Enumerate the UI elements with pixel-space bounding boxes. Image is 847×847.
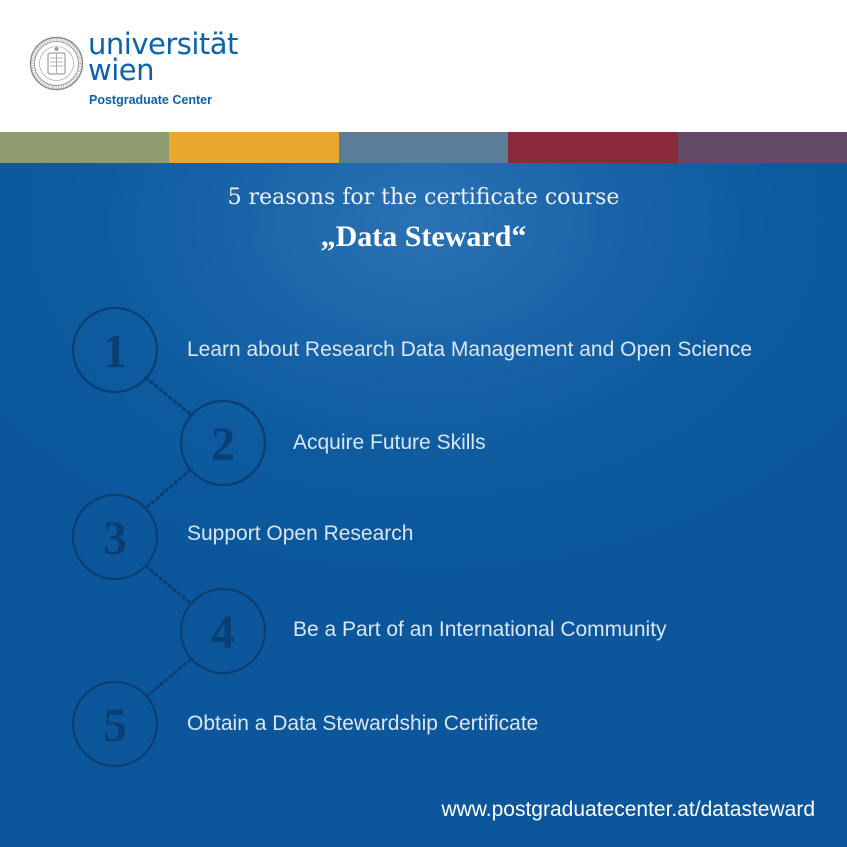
logo-subtitle: Postgraduate Center	[89, 93, 212, 107]
connector-1-2	[146, 378, 190, 414]
footer-url-link[interactable]: www.postgraduatecenter.at/datasteward	[441, 798, 815, 821]
logo-wordmark-line2: wien	[88, 53, 154, 87]
step-number-5: 5	[103, 699, 127, 752]
reason-label-3: Support Open Research	[187, 522, 414, 545]
step-number-4: 4	[211, 606, 235, 659]
logo-wordmark-line1: universität	[88, 27, 238, 61]
reason-label-2: Acquire Future Skills	[293, 431, 486, 454]
connector-3-4	[146, 566, 190, 603]
page-title: „Data Steward“	[320, 220, 527, 253]
connector-4-5	[146, 660, 190, 697]
reason-label-5: Obtain a Data Stewardship Certificate	[187, 712, 539, 735]
title-line1: 5 reasons for the certificate course	[227, 185, 620, 210]
reason-label-1: Learn about Research Data Management and Open Science	[187, 338, 753, 361]
connector-2-3	[146, 470, 190, 508]
step-number-3: 3	[103, 512, 127, 565]
step-number-1: 1	[103, 325, 127, 378]
step-number-2: 2	[211, 418, 235, 471]
reason-label-4: Be a Part of an International Community	[293, 618, 667, 641]
